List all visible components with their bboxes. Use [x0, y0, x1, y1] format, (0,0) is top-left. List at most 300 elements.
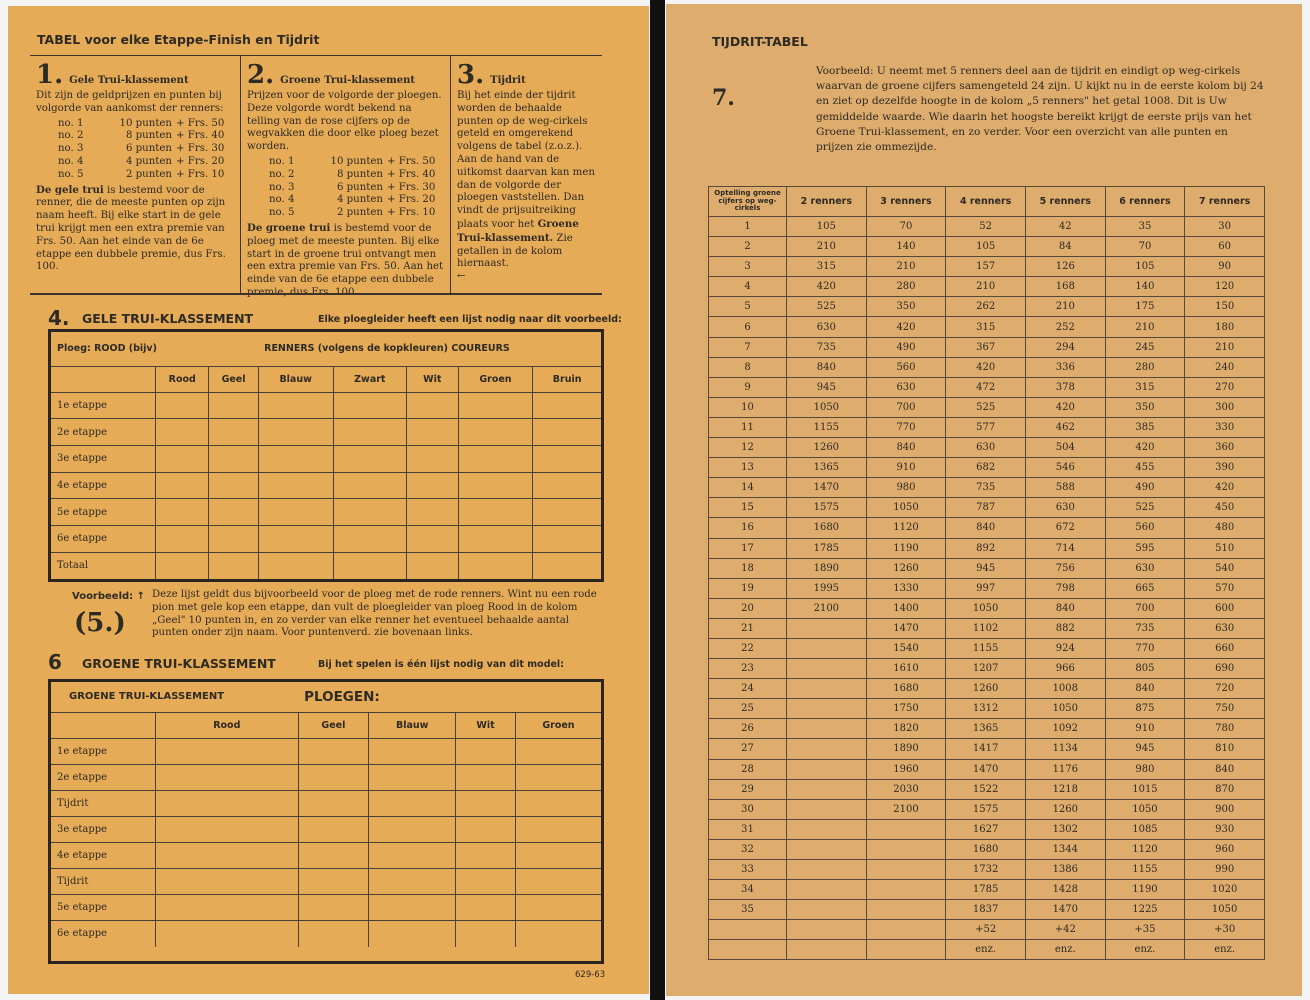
entry-cell[interactable]	[156, 895, 299, 921]
entry-cell[interactable]	[209, 525, 258, 552]
optelling-cell: 13	[709, 458, 787, 478]
prize-money: + Frs. 10	[387, 207, 436, 219]
entry-cell[interactable]	[456, 764, 516, 790]
entry-cell[interactable]	[298, 868, 369, 894]
tijdrit-example-text: Voorbeeld: U neemt met 5 renners deel aan de tijdrit en eindigt op weg-cirkels waarvan de groene cijfers samengeteld 24 zijn. U kijkt nu in de eerste kolom bij 24 en ziet op dezelfde hoogte in de kolom „5 renners" het getal 1008. Dit is Uw gemiddelde waarde. Wie daarin het hoogste bereikt krijgt de eerste prijs van het Groene Trui-klassement, en zo verder. Voor een overzicht van alle punten en prijzen zie ommezijde.	[816, 65, 1264, 154]
entry-cell[interactable]	[156, 868, 299, 894]
entry-cell[interactable]	[258, 525, 333, 552]
value-cell: 560	[866, 357, 946, 377]
table-row	[709, 940, 1265, 960]
entry-cell[interactable]	[369, 764, 456, 790]
value-cell: 262	[946, 297, 1026, 317]
table-row	[709, 920, 1265, 940]
prize-no: no. 4	[269, 194, 295, 206]
groene-trui-grid	[48, 679, 604, 964]
value-cell: 300	[1185, 397, 1265, 417]
entry-cell[interactable]	[209, 445, 258, 472]
table-row	[51, 525, 601, 552]
value-cell: 52	[946, 217, 1026, 237]
value-cell	[787, 759, 867, 779]
col-header: Rood	[156, 366, 209, 392]
table-row	[709, 618, 1265, 638]
value-cell: 350	[866, 297, 946, 317]
prize-no: no. 1	[58, 117, 84, 129]
value-cell: 105	[946, 237, 1026, 257]
value-cell: 720	[1185, 679, 1265, 699]
table-row	[709, 839, 1265, 859]
section-6-note: Bij het spelen is één lijst nodig van dit model:	[318, 659, 564, 670]
value-cell: 504	[1025, 438, 1105, 458]
row-label: 6e etappe	[51, 525, 156, 552]
value-cell: 210	[1025, 297, 1105, 317]
col-header: Blauw	[258, 366, 333, 392]
value-cell: 735	[787, 337, 867, 357]
section-2-intro: Prijzen voor de volgorde der ploegen. Deze volgorde wordt bekend na telling van de rose cijfers op de wegvakken die door elke ploeg bezet worden.	[247, 90, 442, 153]
entry-cell[interactable]	[156, 552, 209, 579]
optelling-cell: 6	[709, 317, 787, 337]
entry-cell[interactable]	[515, 842, 601, 868]
entry-cell[interactable]	[298, 764, 369, 790]
entry-cell[interactable]	[333, 445, 406, 472]
value-cell: 630	[1185, 618, 1265, 638]
value-cell: 1155	[1105, 860, 1185, 880]
value-cell: 672	[1025, 518, 1105, 538]
entry-cell[interactable]	[258, 499, 333, 526]
value-cell: 980	[1105, 759, 1185, 779]
entry-cell[interactable]	[458, 445, 533, 472]
table-row	[709, 900, 1265, 920]
optelling-cell: 21	[709, 618, 787, 638]
entry-cell[interactable]	[209, 419, 258, 446]
table-row	[709, 438, 1265, 458]
value-cell: 1680	[946, 839, 1026, 859]
prize-points: 10 punten	[119, 117, 172, 129]
prize-no: no. 3	[58, 143, 84, 155]
optelling-cell: 20	[709, 598, 787, 618]
value-cell: 1134	[1025, 739, 1105, 759]
section-7-number: 7.	[712, 85, 735, 111]
col-header: Groen	[458, 366, 533, 392]
entry-cell[interactable]	[515, 868, 601, 894]
row-label: 1e etappe	[51, 392, 156, 419]
entry-cell[interactable]	[456, 895, 516, 921]
prize-row	[36, 169, 234, 182]
value-cell: 1120	[1105, 839, 1185, 859]
entry-cell[interactable]	[369, 790, 456, 816]
optelling-cell: 9	[709, 377, 787, 397]
col-header: Geel	[298, 712, 369, 738]
entry-cell[interactable]	[533, 392, 601, 419]
value-cell	[787, 618, 867, 638]
value-cell: 1260	[946, 679, 1026, 699]
value-cell: 1050	[1185, 900, 1265, 920]
prize-no: no. 5	[58, 168, 84, 180]
entry-cell[interactable]	[333, 392, 406, 419]
value-cell: 910	[866, 458, 946, 478]
entry-cell[interactable]	[156, 472, 209, 499]
value-cell: 105	[787, 217, 867, 237]
entry-cell[interactable]	[333, 419, 406, 446]
value-cell: 150	[1185, 297, 1265, 317]
value-cell: 980	[866, 478, 946, 498]
value-cell: 1785	[946, 880, 1026, 900]
section-3-number: 3.	[457, 60, 485, 90]
entry-cell[interactable]	[156, 445, 209, 472]
entry-cell[interactable]	[298, 921, 369, 947]
optelling-cell: 3	[709, 257, 787, 277]
value-cell: 1050	[1105, 799, 1185, 819]
entry-cell[interactable]	[258, 445, 333, 472]
table-row	[709, 257, 1265, 277]
entry-cell[interactable]	[533, 525, 601, 552]
entry-cell[interactable]	[406, 445, 458, 472]
value-cell	[787, 699, 867, 719]
entry-cell[interactable]	[156, 921, 299, 947]
entry-cell[interactable]	[515, 738, 601, 764]
entry-cell[interactable]	[515, 790, 601, 816]
entry-cell[interactable]	[333, 472, 406, 499]
entry-cell[interactable]	[406, 472, 458, 499]
value-cell: 546	[1025, 458, 1105, 478]
entry-cell[interactable]	[298, 842, 369, 868]
prize-no: no. 2	[269, 168, 295, 180]
col-header: Wit	[406, 366, 458, 392]
optelling-cell: 25	[709, 699, 787, 719]
table-row	[51, 764, 601, 790]
value-cell	[787, 739, 867, 759]
prize-money: + Frs. 40	[387, 168, 436, 180]
value-cell: 1365	[946, 719, 1026, 739]
prize-row	[247, 194, 444, 207]
entry-cell[interactable]	[458, 419, 533, 446]
entry-cell[interactable]	[458, 552, 533, 579]
entry-cell[interactable]	[533, 419, 601, 446]
prize-no: no. 2	[58, 130, 84, 142]
value-cell: 660	[1185, 638, 1265, 658]
value-cell: 1732	[946, 860, 1026, 880]
entry-cell[interactable]	[258, 419, 333, 446]
entry-cell[interactable]	[258, 552, 333, 579]
entry-cell[interactable]	[406, 552, 458, 579]
renners-label: RENNERS (volgens de kopkleuren) COUREURS	[258, 332, 601, 366]
value-cell	[787, 659, 867, 679]
prize-list	[247, 156, 444, 220]
value-cell: 990	[1185, 860, 1265, 880]
table-row	[51, 392, 601, 419]
prize-row	[247, 182, 444, 195]
value-cell: 700	[866, 397, 946, 417]
value-cell: 840	[1185, 759, 1265, 779]
entry-cell[interactable]	[156, 499, 209, 526]
value-cell: 385	[1105, 417, 1185, 437]
value-cell: 252	[1025, 317, 1105, 337]
value-cell: 570	[1185, 578, 1265, 598]
voorbeeld-label: Voorbeeld: ↑	[72, 591, 146, 602]
prize-points: 4 punten	[125, 155, 172, 167]
optelling-cell: 18	[709, 558, 787, 578]
value-cell: 1575	[787, 498, 867, 518]
table-row	[709, 458, 1265, 478]
row-label: 4e etappe	[51, 472, 156, 499]
table-row	[51, 790, 601, 816]
entry-cell[interactable]	[156, 790, 299, 816]
column-header-row	[51, 712, 601, 738]
prize-row	[36, 130, 234, 143]
entry-cell[interactable]	[456, 816, 516, 842]
optelling-cell	[709, 920, 787, 940]
value-cell: 2100	[866, 799, 946, 819]
entry-cell[interactable]	[258, 472, 333, 499]
entry-cell[interactable]	[533, 499, 601, 526]
col-header: Blauw	[369, 712, 456, 738]
value-cell: 30	[1185, 217, 1265, 237]
entry-cell[interactable]	[369, 868, 456, 894]
table-row	[709, 598, 1265, 618]
value-cell: 1050	[787, 397, 867, 417]
value-cell: +42	[1025, 920, 1105, 940]
optelling-cell: 1	[709, 217, 787, 237]
grid-header-row	[51, 682, 601, 712]
entry-cell[interactable]	[406, 499, 458, 526]
entry-cell[interactable]	[369, 738, 456, 764]
value-cell: 1155	[946, 638, 1026, 658]
value-cell: 875	[1105, 699, 1185, 719]
entry-cell[interactable]	[406, 419, 458, 446]
value-cell: 682	[946, 458, 1026, 478]
entry-cell[interactable]	[258, 392, 333, 419]
value-cell: 1417	[946, 739, 1026, 759]
value-cell: 945	[946, 558, 1026, 578]
section-3-body: Bij het einde der tijdrit worden de behaalde punten op de weg-cirkels geteld en omgerekend volgens de tabel (z.o.z.). Aan de hand van de uitkomst daarvan kan men dan de volgorde der ploegen vaststellen. Dan vindt de prijsuitreiking plaats voor het	[457, 90, 595, 230]
value-cell: 1260	[1025, 799, 1105, 819]
entry-cell[interactable]	[156, 764, 299, 790]
optelling-cell: 8	[709, 357, 787, 377]
tijdrit-table	[708, 186, 1265, 960]
entry-cell[interactable]	[156, 525, 209, 552]
table-row	[51, 499, 601, 526]
entry-cell[interactable]	[156, 419, 209, 446]
entry-cell[interactable]	[515, 816, 601, 842]
prize-points: 10 punten	[330, 155, 383, 167]
value-cell	[787, 679, 867, 699]
optelling-cell: 27	[709, 739, 787, 759]
value-cell: 892	[946, 538, 1026, 558]
value-cell	[866, 900, 946, 920]
entry-cell[interactable]	[298, 790, 369, 816]
col-header: Geel	[209, 366, 258, 392]
entry-cell[interactable]	[456, 921, 516, 947]
entry-cell[interactable]	[533, 472, 601, 499]
value-cell: 175	[1105, 297, 1185, 317]
section-3-bold: Groene Trui-klassement.	[457, 217, 579, 244]
optelling-cell	[709, 940, 787, 960]
col-header: Groen	[515, 712, 601, 738]
entry-cell[interactable]	[406, 525, 458, 552]
value-cell: 900	[1185, 799, 1265, 819]
value-cell: 630	[1105, 558, 1185, 578]
section-2-outro	[247, 222, 444, 300]
section-1-outro-bold: De gele trui	[36, 183, 104, 196]
value-cell: 70	[1105, 237, 1185, 257]
entry-cell[interactable]	[156, 392, 209, 419]
prize-money: + Frs. 20	[387, 194, 436, 206]
row-label: 3e etappe	[51, 816, 156, 842]
section-2-number: 2.	[247, 60, 275, 90]
entry-cell[interactable]	[298, 738, 369, 764]
value-cell: 1365	[787, 458, 867, 478]
prize-row	[247, 156, 444, 169]
value-cell: 490	[866, 337, 946, 357]
section-2-outro-bold: De groene trui	[247, 221, 331, 234]
value-cell: 157	[946, 257, 1026, 277]
value-cell: +35	[1105, 920, 1185, 940]
value-cell	[787, 860, 867, 880]
optelling-cell: 32	[709, 839, 787, 859]
section-1-outro	[36, 184, 234, 275]
value-cell: 510	[1185, 538, 1265, 558]
prize-row	[36, 143, 234, 156]
value-cell: 1428	[1025, 880, 1105, 900]
table-row	[709, 558, 1265, 578]
value-cell: 168	[1025, 277, 1105, 297]
tijdrit-table-body	[709, 217, 1265, 960]
table-row	[709, 377, 1265, 397]
entry-cell[interactable]	[369, 842, 456, 868]
entry-cell[interactable]	[458, 392, 533, 419]
value-cell: 1750	[866, 699, 946, 719]
entry-cell[interactable]	[456, 842, 516, 868]
optelling-cell: 2	[709, 237, 787, 257]
entry-cell[interactable]	[456, 738, 516, 764]
table-row	[51, 842, 601, 868]
row-label: 1e etappe	[51, 738, 156, 764]
value-cell: 525	[787, 297, 867, 317]
entry-cell[interactable]	[533, 445, 601, 472]
entry-cell[interactable]	[209, 472, 258, 499]
section-3	[451, 56, 601, 294]
entry-cell[interactable]	[456, 790, 516, 816]
prize-money: + Frs. 50	[176, 117, 225, 129]
value-cell: 315	[946, 317, 1026, 337]
value-cell: 210	[1185, 337, 1265, 357]
prize-points: 8 punten	[125, 130, 172, 142]
value-cell: 1092	[1025, 719, 1105, 739]
value-cell	[866, 880, 946, 900]
table-row	[709, 277, 1265, 297]
entry-cell[interactable]	[209, 392, 258, 419]
value-cell	[787, 779, 867, 799]
entry-cell[interactable]	[333, 499, 406, 526]
table-row	[709, 659, 1265, 679]
table-row	[709, 819, 1265, 839]
prize-row	[247, 169, 444, 182]
prize-list	[36, 118, 234, 182]
value-cell: 420	[1185, 478, 1265, 498]
value-cell: 1344	[1025, 839, 1105, 859]
header-optelling: Optelling groene cijfers op weg-cirkels	[709, 187, 787, 217]
value-cell: 1680	[866, 679, 946, 699]
entry-cell[interactable]	[515, 921, 601, 947]
entry-cell[interactable]	[458, 472, 533, 499]
prize-row	[36, 156, 234, 169]
entry-cell[interactable]	[515, 895, 601, 921]
optelling-cell: 33	[709, 860, 787, 880]
entry-cell[interactable]	[369, 895, 456, 921]
entry-cell[interactable]	[406, 392, 458, 419]
value-cell: 126	[1025, 257, 1105, 277]
table-row	[709, 518, 1265, 538]
value-cell: 378	[1025, 377, 1105, 397]
value-cell: 1260	[866, 558, 946, 578]
value-cell: 294	[1025, 337, 1105, 357]
table-row	[709, 498, 1265, 518]
value-cell: 1225	[1105, 900, 1185, 920]
value-cell: 360	[1185, 438, 1265, 458]
value-cell: 1050	[866, 498, 946, 518]
row-label: Tijdrit	[51, 790, 156, 816]
optelling-cell: 17	[709, 538, 787, 558]
value-cell: 120	[1185, 277, 1265, 297]
value-cell: 945	[1105, 739, 1185, 759]
row-label: 5e etappe	[51, 895, 156, 921]
entry-cell[interactable]	[333, 525, 406, 552]
entry-cell[interactable]	[156, 738, 299, 764]
value-cell	[866, 860, 946, 880]
entry-cell[interactable]	[533, 552, 601, 579]
entry-cell[interactable]	[456, 868, 516, 894]
entry-cell[interactable]	[458, 525, 533, 552]
row-label: 4e etappe	[51, 842, 156, 868]
optelling-cell: 5	[709, 297, 787, 317]
entry-cell[interactable]	[369, 921, 456, 947]
entry-cell[interactable]	[333, 552, 406, 579]
value-cell: 810	[1185, 739, 1265, 759]
value-cell: enz.	[1185, 940, 1265, 960]
optelling-cell: 34	[709, 880, 787, 900]
value-cell: 2030	[866, 779, 946, 799]
table-row	[709, 860, 1265, 880]
entry-cell[interactable]	[209, 552, 258, 579]
value-cell: 770	[866, 417, 946, 437]
value-cell: 1890	[866, 739, 946, 759]
value-cell	[787, 839, 867, 859]
section-5-number: (5.)	[74, 608, 126, 638]
value-cell: 420	[1105, 438, 1185, 458]
entry-cell[interactable]	[156, 816, 299, 842]
table-row	[51, 895, 601, 921]
value-cell: 490	[1105, 478, 1185, 498]
value-cell: 1522	[946, 779, 1026, 799]
value-cell: 910	[1105, 719, 1185, 739]
value-cell: 1190	[1105, 880, 1185, 900]
value-cell: 210	[787, 237, 867, 257]
value-cell: 560	[1105, 518, 1185, 538]
entry-cell[interactable]	[298, 895, 369, 921]
value-cell: 60	[1185, 237, 1265, 257]
prize-points: 6 punten	[125, 143, 172, 155]
section-4-note: Elke ploegleider heeft een lijst nodig naar dit voorbeeld:	[318, 314, 622, 325]
value-cell: 367	[946, 337, 1026, 357]
entry-cell[interactable]	[515, 764, 601, 790]
gele-trui-grid	[48, 329, 604, 582]
entry-cell[interactable]	[209, 499, 258, 526]
entry-cell[interactable]	[458, 499, 533, 526]
entry-cell[interactable]	[156, 842, 299, 868]
tijdrit-title: TIJDRIT-TABEL	[712, 34, 808, 49]
entry-cell[interactable]	[298, 816, 369, 842]
value-cell: 1470	[1025, 900, 1105, 920]
entry-cell[interactable]	[369, 816, 456, 842]
